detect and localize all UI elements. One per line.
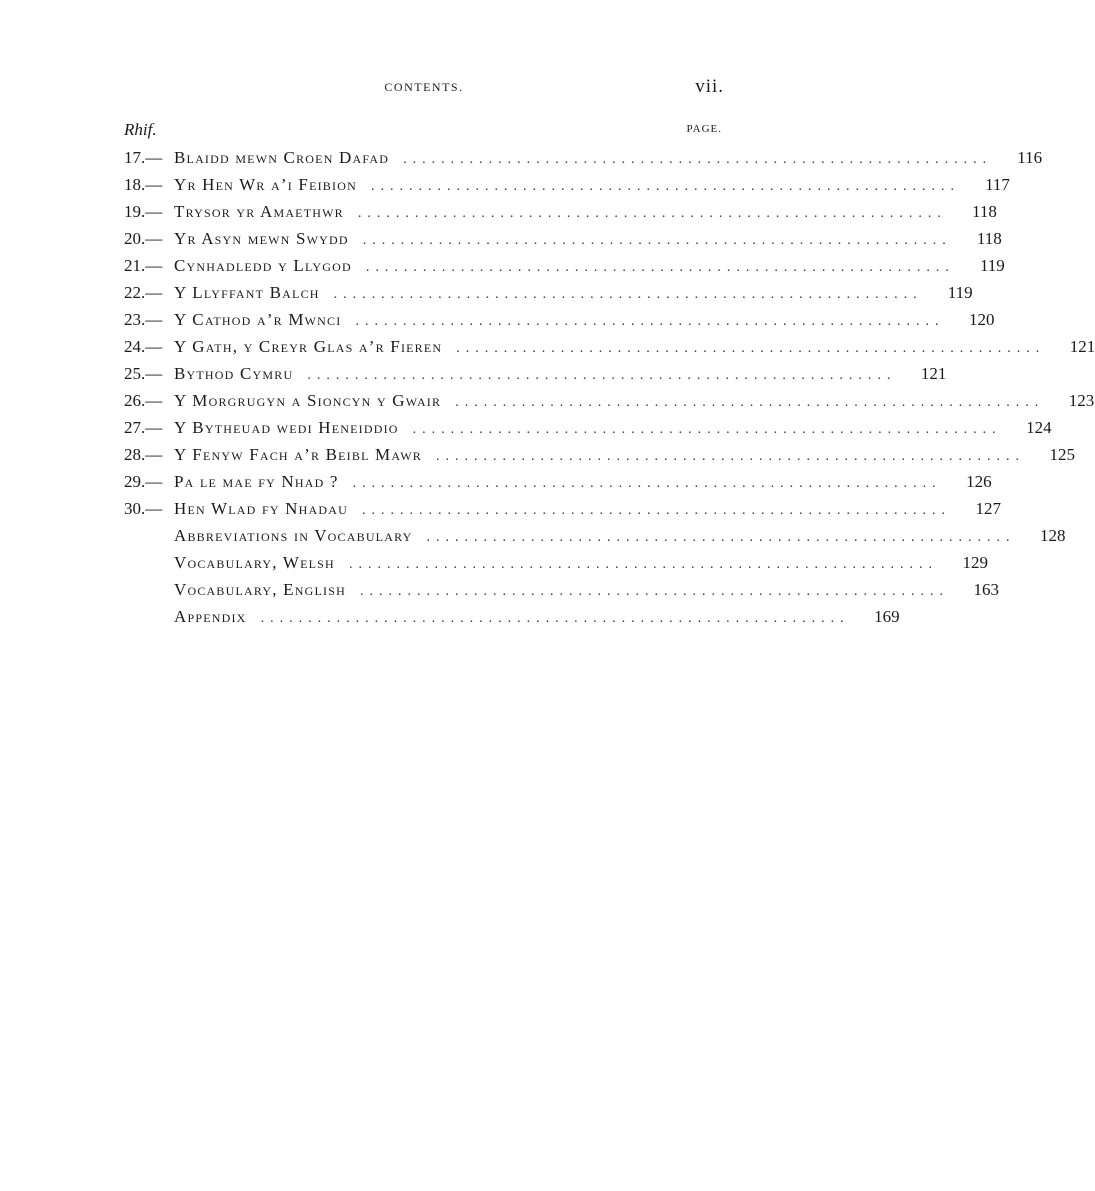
- contents-entry: [124, 279, 973, 306]
- entry-title: Appendix: [174, 607, 247, 626]
- entry-page: 123: [1068, 391, 1095, 410]
- dot-leader: ..............................................................: [436, 449, 1026, 464]
- entry-page: 163: [973, 580, 999, 599]
- contents-entry: [124, 333, 1095, 360]
- entry-page: 121: [920, 364, 947, 383]
- entry-page: 119: [947, 283, 973, 302]
- entry-title: Y Morgrugyn a Sioncyn y Gwair: [174, 391, 442, 410]
- entry-number: 26.—: [124, 391, 163, 410]
- contents-list: [124, 144, 1095, 630]
- running-title: CONTENTS.: [384, 80, 464, 94]
- entry-title: Trysor yr Amaethwr: [174, 202, 344, 221]
- contents-entry: [124, 306, 995, 333]
- dot-leader: ..............................................................: [357, 206, 947, 221]
- entry-number: 17.—: [124, 148, 163, 167]
- contents-entry: [124, 522, 1066, 549]
- contents-entry: [124, 252, 1005, 279]
- contents-entry: [124, 144, 1043, 171]
- dot-leader: ..............................................................: [333, 287, 923, 302]
- contents-entry: [124, 495, 1001, 522]
- entry-page: 169: [874, 607, 900, 626]
- number-column-heading: Rhif.: [124, 120, 157, 139]
- entry-title: Yr Hen Wr a’i Feibion: [174, 175, 357, 194]
- entry-number: 19.—: [124, 202, 163, 221]
- entry-page: 121: [1069, 337, 1095, 356]
- entry-page: 127: [975, 499, 1001, 518]
- entry-page: 118: [971, 202, 997, 221]
- entry-title: Y Cathod a’r Mwnci: [174, 310, 342, 329]
- entry-page: 126: [966, 472, 992, 491]
- dot-leader: ..............................................................: [359, 584, 949, 599]
- entry-title: Vocabulary, English: [174, 580, 346, 599]
- contents-entry: [124, 468, 992, 495]
- dot-leader: ..............................................................: [370, 179, 960, 194]
- entry-number: 27.—: [124, 418, 163, 437]
- entry-page: 119: [979, 256, 1005, 275]
- entry-title: Blaidd mewn Croen Dafad: [174, 148, 390, 167]
- contents-entry: [124, 603, 900, 630]
- entry-number: 20.—: [124, 229, 163, 248]
- contents-entry: [124, 225, 1002, 252]
- entry-number: 18.—: [124, 175, 163, 194]
- entry-title: Y Fenyw Fach a’r Beibl Mawr: [174, 445, 423, 464]
- entry-page: 125: [1049, 445, 1076, 464]
- entry-title: Bythod Cymru: [174, 364, 294, 383]
- dot-leader: ..............................................................: [403, 152, 993, 167]
- entry-number: 24.—: [124, 337, 163, 356]
- contents-entry: [124, 441, 1076, 468]
- entry-page: 124: [1026, 418, 1052, 437]
- contents-entry: [124, 171, 1010, 198]
- dot-leader: ..............................................................: [348, 557, 938, 572]
- entry-page: 129: [962, 553, 988, 572]
- page-number: vii.: [695, 76, 724, 97]
- dot-leader: ..............................................................: [365, 260, 955, 275]
- entry-number: 28.—: [124, 445, 163, 464]
- entry-title: Yr Asyn mewn Swydd: [174, 229, 349, 248]
- entry-page: 118: [976, 229, 1002, 248]
- contents-entry: [124, 387, 1095, 414]
- entry-number: 30.—: [124, 499, 163, 518]
- entry-page: 117: [985, 175, 1010, 194]
- entry-title: Y Bytheuad wedi Heneiddio: [174, 418, 399, 437]
- column-headings: [124, 120, 722, 142]
- entry-page: 120: [968, 310, 995, 329]
- contents-entry: [124, 198, 997, 225]
- dot-leader: ..............................................................: [260, 611, 850, 626]
- contents-entry: [124, 576, 999, 603]
- entry-title: Vocabulary, Welsh: [174, 553, 335, 572]
- entry-page: 128: [1040, 526, 1066, 545]
- dot-leader: ..............................................................: [455, 395, 1045, 410]
- entry-title: Y Gath, y Creyr Glas a’r Fieren: [174, 337, 443, 356]
- entry-number: 22.—: [124, 283, 163, 302]
- contents-entry: [124, 360, 947, 387]
- page-column-heading: PAGE.: [686, 123, 722, 135]
- dot-leader: ..............................................................: [307, 368, 897, 383]
- dot-leader: ..............................................................: [412, 422, 1002, 437]
- dot-leader: ..............................................................: [456, 341, 1046, 356]
- dot-leader: ..............................................................: [361, 503, 951, 518]
- dot-leader: ..............................................................: [355, 314, 945, 329]
- entry-page: 116: [1017, 148, 1043, 167]
- dot-leader: ..............................................................: [362, 233, 952, 248]
- entry-title: Pa le mae fy Nhad ?: [174, 472, 339, 491]
- running-head: [124, 78, 724, 102]
- entry-title: Hen Wlad fy Nhadau: [174, 499, 348, 518]
- entry-title: Cynhadledd y Llygod: [174, 256, 352, 275]
- entry-number: 25.—: [124, 364, 163, 383]
- entry-number: 29.—: [124, 472, 163, 491]
- dot-leader: ..............................................................: [352, 476, 942, 491]
- contents-entry: [124, 414, 1052, 441]
- entry-number: 21.—: [124, 256, 163, 275]
- entry-title: Abbreviations in Vocabulary: [174, 526, 413, 545]
- contents-entry: [124, 549, 988, 576]
- dot-leader: ..............................................................: [426, 530, 1016, 545]
- entry-number: 23.—: [124, 310, 163, 329]
- entry-title: Y Llyffant Balch: [174, 283, 320, 302]
